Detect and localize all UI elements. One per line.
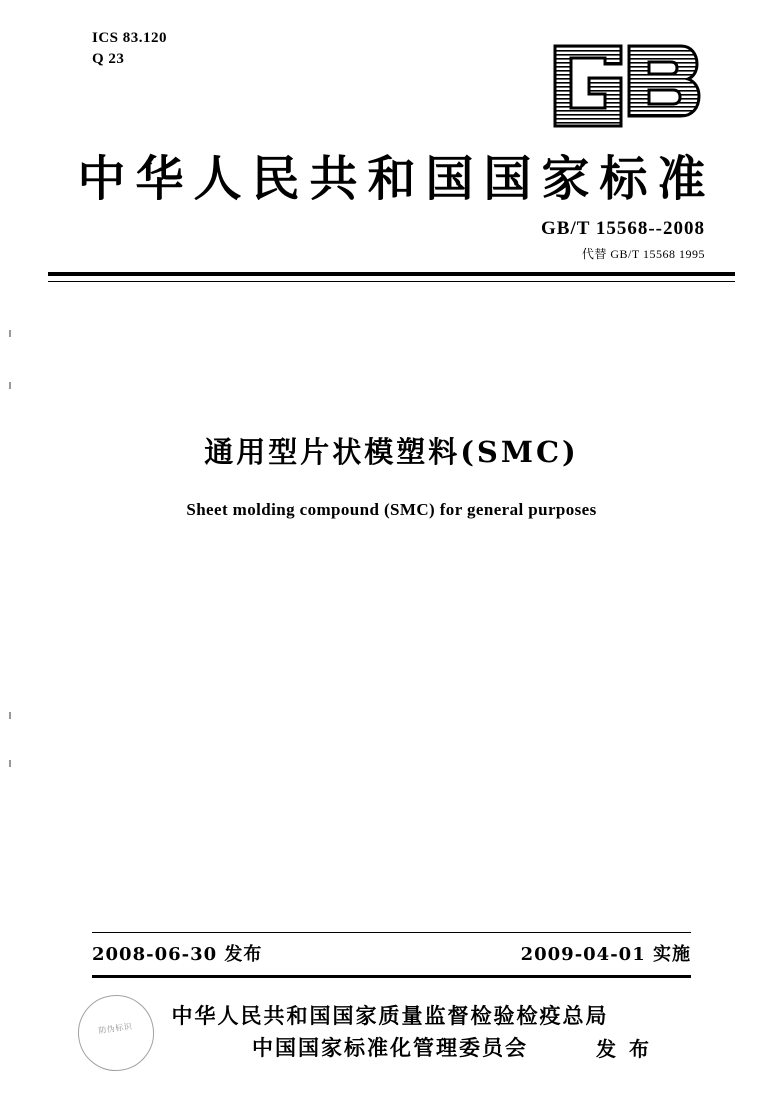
ics-code: ICS 83.120 [92, 30, 168, 46]
margin-mark [9, 712, 11, 719]
issuing-authority [150, 1000, 630, 1064]
issue-date: 2008-06-30 发布 [92, 944, 263, 965]
document-title-en: Sheet molding compound (SMC) for general purposes [186, 500, 597, 519]
issuing-authority-line1: 中华人民共和国国家质量监督检验检疫总局 [171, 1003, 609, 1028]
standard-replaces: 代替 GB/T 15568 1995 [581, 247, 705, 261]
margin-mark [9, 382, 11, 389]
footer-divider-thin [92, 932, 691, 933]
standard-number: GB/T 15568--2008 [541, 218, 705, 239]
document-title-cn: 通用型片状模塑料(SMC) [204, 435, 579, 469]
seal-text: 防伪标识 [97, 1021, 133, 1036]
header-divider-thick [48, 272, 735, 276]
classification-code: Q 23 [92, 51, 125, 67]
footer-divider-thick [92, 975, 691, 978]
anti-counterfeit-seal-icon [73, 990, 159, 1076]
standard-number-block [541, 218, 705, 262]
margin-mark [9, 330, 11, 337]
implementation-date: 2009-04-01 实施 [520, 944, 691, 965]
gb-logo-icon [545, 38, 705, 128]
issue-verb: 发 布 [596, 1037, 652, 1061]
margin-mark [9, 760, 11, 767]
page-title: 中华人民共和国国家标准 [77, 151, 716, 207]
ics-block [92, 28, 167, 70]
header-divider-thin [48, 281, 735, 282]
issuing-authority-line2: 中国国家标准化管理委员会 [252, 1035, 528, 1060]
